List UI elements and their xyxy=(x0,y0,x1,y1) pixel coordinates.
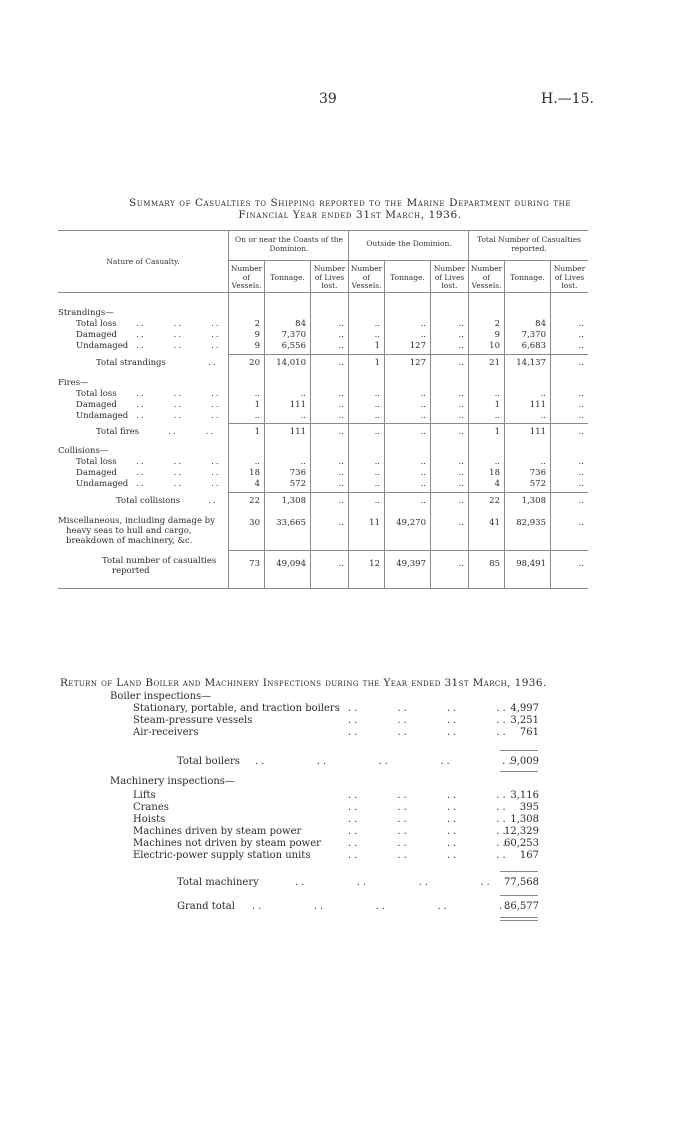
table-cell: .. xyxy=(458,358,464,368)
table-cell: .. xyxy=(578,319,584,329)
table-cell: .. xyxy=(374,427,380,437)
header-group-outside: Outside the Dominion. xyxy=(366,239,452,248)
table-cell: .. xyxy=(458,496,464,506)
boiler-item-label: Air-receivers xyxy=(133,727,199,738)
col-rule xyxy=(310,260,311,588)
machinery-item-label: Machines not driven by steam power xyxy=(133,838,321,849)
table-cell: 127 xyxy=(409,358,426,368)
machinery-item-value: 1,308 xyxy=(510,814,539,825)
table-cell: .. xyxy=(578,518,584,528)
header-bottom-rule xyxy=(58,292,588,293)
table-cell: .. xyxy=(374,468,380,478)
table-cell: .. xyxy=(578,479,584,489)
table-cell: 1 xyxy=(254,400,260,410)
table-cell: .. xyxy=(338,319,344,329)
table-cell: 736 xyxy=(289,468,306,478)
fires-heading: Fires— xyxy=(58,378,89,388)
collisions-undamaged: Undamaged xyxy=(76,479,129,489)
table-cell: .. xyxy=(338,518,344,528)
table-cell: .. xyxy=(254,411,260,421)
table-cell: 85 xyxy=(489,559,500,569)
table-cell: .. xyxy=(374,389,380,399)
table-cell: 6,556 xyxy=(281,341,306,351)
machinery-item-leader: .. .. .. .. xyxy=(348,838,509,849)
table-cell: .. xyxy=(578,457,584,467)
table-cell: .. xyxy=(420,319,426,329)
inspections-title: Return of Land Boiler and Machinery Inspections during the Year ended 31st March, 1936. xyxy=(60,677,547,689)
table-cell: .. xyxy=(494,389,500,399)
table-cell: .. xyxy=(420,496,426,506)
table-cell: .. xyxy=(338,411,344,421)
table-cell: .. xyxy=(338,389,344,399)
machinery-item-label: Machines driven by steam power xyxy=(133,826,302,837)
table-cell: 2 xyxy=(254,319,260,329)
casualties-title-line1: Summary of Casualties to Shipping reported to the Marine Department during the xyxy=(128,197,572,209)
table-cell: .. xyxy=(458,427,464,437)
table-cell: 9 xyxy=(494,330,500,340)
machinery-item-leader: .. .. .. .. xyxy=(348,790,509,801)
collisions-total-label: Total collisions xyxy=(116,496,181,506)
table-cell: .. xyxy=(254,457,260,467)
subtotal-rule xyxy=(228,550,588,551)
strandings-total-loss: Total loss xyxy=(76,319,117,329)
table-cell: .. xyxy=(578,341,584,351)
header-lives-total: Number of Lives lost. xyxy=(553,264,586,290)
table-cell: .. xyxy=(578,358,584,368)
table-cell: .. xyxy=(338,358,344,368)
table-cell: .. xyxy=(420,479,426,489)
table-cell: .. xyxy=(458,479,464,489)
table-cell: .. xyxy=(458,400,464,410)
casualties-table: Nature of Casualty. On or near the Coasts of the Dominion. Outside the Dominion. Total Number of Casualties reported. Number of Vessels. Tonnage. Number of Lives lost. Number of Vessels. Tonnage. Number of Lives lost. Number of Vessels. Tonnage. Number of Lives lost. Strandings— Total loss .. .. .. Damaged .. .. .. Undamaged .. .. .. Total strandings .. Fires— Total loss .. .. .. Damaged .. .. .. Undamaged .. .. .. Total fires .. .. Collisions— Total loss .. .. .. Damaged .. .. .. Undamaged .. .. .. Total collisions .. Miscellaneous, including damage by heavy seas to hull and cargo, breakdown of machinery, &c. Total number of casualties reported 2 84 .. .. .. .. 2 84 .. 9 7,370 .. .. .. .. 9 7,370 .. 9 6,556 .. 1 127 .. 10 6,683 .. 20 14,010 .. 1 127 .. 21 14,137 .. .. .. .. .. .. .. .. .. .. 1 111 .. .. .. .. 1 111 .. .. .. .. .. .. .. .. .. .. 1 111 .. .. .. .. 1 111 .. .. .. .. .. .. .. .. .. .. 18 736 .. .. .. .. 18 736 .. 4 572 .. .. .. .. 4 572 .. 22 1,308 .. .. .. .. 22 1,308 .. 30 33,665 .. 11 49,270 .. 41 82,935 .. 73 49,094 .. 12 49,397 .. 85 98,491 .. xyxy=(58,230,588,590)
machinery-item-value: 167 xyxy=(519,850,539,861)
table-cell: .. xyxy=(254,389,260,399)
table-cell: .. xyxy=(494,457,500,467)
table-cell: .. xyxy=(578,411,584,421)
table-cell: .. xyxy=(420,427,426,437)
table-cell: .. xyxy=(458,457,464,467)
header-group-total: Total Number of Casualties reported. xyxy=(476,235,582,253)
table-cell: 14,010 xyxy=(276,358,306,368)
fires-total-loss: Total loss xyxy=(76,389,117,399)
boiler-item-leader: .. .. .. .. xyxy=(348,727,509,738)
boiler-item-leader: .. .. .. .. xyxy=(348,703,509,714)
table-cell: .. xyxy=(578,496,584,506)
table-cell: 49,397 xyxy=(396,559,426,569)
table-bottom-rule xyxy=(58,588,588,589)
col-rule xyxy=(550,260,551,588)
table-cell: 10 xyxy=(489,341,500,351)
col-rule xyxy=(264,260,265,588)
table-cell: .. xyxy=(374,496,380,506)
table-cell: .. xyxy=(458,319,464,329)
machinery-item-label: Lifts xyxy=(133,790,156,801)
page-number: 39 xyxy=(319,91,337,107)
table-cell: 22 xyxy=(489,496,500,506)
table-cell: 7,370 xyxy=(521,330,546,340)
total-boilers-value: 9,009 xyxy=(510,756,539,767)
subtotal-rule xyxy=(228,492,588,493)
table-cell: .. xyxy=(578,389,584,399)
table-cell: .. xyxy=(338,400,344,410)
table-cell: .. xyxy=(338,468,344,478)
strandings-total-label: Total strandings xyxy=(96,358,166,368)
table-cell: .. xyxy=(374,400,380,410)
strandings-heading: Strandings— xyxy=(58,308,114,318)
table-cell: .. xyxy=(374,457,380,467)
fires-damaged: Damaged xyxy=(76,400,117,410)
table-cell: 12 xyxy=(369,559,380,569)
machinery-item-label: Electric-power supply station units xyxy=(133,850,311,861)
header-tonnage: Tonnage. xyxy=(270,273,305,282)
table-cell: .. xyxy=(458,559,464,569)
table-cell: 1 xyxy=(494,400,500,410)
col-rule xyxy=(430,260,431,588)
table-cell: 4 xyxy=(494,479,500,489)
boiler-item-value: 3,251 xyxy=(510,715,539,726)
table-cell: .. xyxy=(578,559,584,569)
col-rule xyxy=(504,260,505,588)
subtotal-rule xyxy=(228,423,588,424)
machinery-item-leader: .. .. .. .. xyxy=(348,802,509,813)
grand-total-label: Grand total xyxy=(177,901,235,912)
machinery-item-value: 60,253 xyxy=(504,838,539,849)
table-cell: 14,137 xyxy=(516,358,546,368)
table-cell: .. xyxy=(420,468,426,478)
table-cell: .. xyxy=(420,411,426,421)
table-cell: 18 xyxy=(249,468,260,478)
machinery-item-label: Cranes xyxy=(133,802,169,813)
machinery-heading: Machinery inspections— xyxy=(110,776,235,787)
table-cell: 9 xyxy=(254,330,260,340)
table-cell: .. xyxy=(420,389,426,399)
table-cell: .. xyxy=(458,468,464,478)
table-cell: 127 xyxy=(409,341,426,351)
table-cell: .. xyxy=(494,411,500,421)
table-cell: 736 xyxy=(529,468,546,478)
table-cell: .. xyxy=(540,411,546,421)
col-rule xyxy=(384,260,385,588)
table-cell: .. xyxy=(338,341,344,351)
table-cell: 1,308 xyxy=(281,496,306,506)
table-cell: 82,935 xyxy=(516,518,546,528)
machinery-item-label: Hoists xyxy=(133,814,166,825)
table-cell: 49,270 xyxy=(396,518,426,528)
table-cell: .. xyxy=(458,518,464,528)
table-cell: .. xyxy=(300,411,306,421)
table-cell: .. xyxy=(420,400,426,410)
collisions-heading: Collisions— xyxy=(58,446,109,456)
header-tonnage: Tonnage. xyxy=(390,273,425,282)
table-cell: .. xyxy=(374,411,380,421)
table-cell: 11 xyxy=(369,518,380,528)
table-cell: .. xyxy=(458,411,464,421)
machinery-item-value: 12,329 xyxy=(504,826,539,837)
table-cell: 111 xyxy=(289,400,306,410)
boiler-item-leader: .. .. .. .. xyxy=(348,715,509,726)
table-cell: 1 xyxy=(254,427,260,437)
table-cell: 21 xyxy=(489,358,500,368)
table-cell: .. xyxy=(420,330,426,340)
machinery-item-leader: .. .. .. .. xyxy=(348,814,509,825)
table-cell: .. xyxy=(338,559,344,569)
table-cell: .. xyxy=(458,330,464,340)
header-vessels: Number of Vessels. xyxy=(470,264,503,290)
table-cell: 84 xyxy=(295,319,306,329)
total-machinery-value: 77,568 xyxy=(504,877,539,888)
table-cell: 1 xyxy=(374,341,380,351)
table-cell: .. xyxy=(458,341,464,351)
boiler-item-value: 4,997 xyxy=(510,703,539,714)
group-header-rule xyxy=(228,260,588,261)
collisions-total-loss: Total loss xyxy=(76,457,117,467)
header-lives: Number of Lives lost. xyxy=(313,264,346,290)
table-cell: 20 xyxy=(249,358,260,368)
table-cell: .. xyxy=(578,400,584,410)
boiler-item-label: Steam-pressure vessels xyxy=(133,715,253,726)
page-reference: H.—15. xyxy=(541,91,594,107)
table-cell: 98,491 xyxy=(516,559,546,569)
table-cell: .. xyxy=(338,479,344,489)
table-cell: .. xyxy=(374,319,380,329)
boiler-heading: Boiler inspections— xyxy=(110,691,212,702)
grand-label-line2: reported xyxy=(112,566,150,576)
table-cell: .. xyxy=(374,479,380,489)
table-cell: 30 xyxy=(249,518,260,528)
table-cell: 111 xyxy=(529,400,546,410)
table-cell: 84 xyxy=(535,319,546,329)
header-vessels: Number of Vessels. xyxy=(350,264,383,290)
fires-total-label: Total fires xyxy=(96,427,140,437)
table-cell: .. xyxy=(338,330,344,340)
misc-label-line1: Miscellaneous, including damage by xyxy=(58,516,215,526)
table-cell: 111 xyxy=(289,427,306,437)
table-cell: 33,665 xyxy=(276,518,306,528)
table-cell: 4 xyxy=(254,479,260,489)
table-cell: .. xyxy=(540,457,546,467)
header-vessels: Number of Vessels. xyxy=(230,264,263,290)
table-cell: .. xyxy=(458,389,464,399)
table-cell: 49,094 xyxy=(276,559,306,569)
table-cell: 572 xyxy=(289,479,306,489)
boiler-item-value: 761 xyxy=(519,727,539,738)
table-cell: 18 xyxy=(489,468,500,478)
table-cell: .. xyxy=(338,496,344,506)
table-cell: .. xyxy=(300,457,306,467)
table-cell: .. xyxy=(338,457,344,467)
grand-total-value: 86,577 xyxy=(504,901,539,912)
table-cell: 7,370 xyxy=(281,330,306,340)
table-cell: 2 xyxy=(494,319,500,329)
table-cell: 1,308 xyxy=(521,496,546,506)
machinery-item-leader: .. .. .. .. xyxy=(348,826,509,837)
header-tonnage: Tonnage. xyxy=(510,273,545,282)
total-boilers-label: Total boilers xyxy=(177,756,240,767)
table-cell: 6,683 xyxy=(521,341,546,351)
table-cell: .. xyxy=(300,389,306,399)
collisions-damaged: Damaged xyxy=(76,468,117,478)
table-cell: 22 xyxy=(249,496,260,506)
table-cell: .. xyxy=(374,330,380,340)
machinery-item-value: 395 xyxy=(519,802,539,813)
grand-label-line1: Total number of casualties xyxy=(102,556,217,566)
table-cell: .. xyxy=(578,427,584,437)
table-top-rule xyxy=(58,230,588,231)
table-cell: 1 xyxy=(494,427,500,437)
table-cell: .. xyxy=(338,427,344,437)
table-cell: 572 xyxy=(529,479,546,489)
machinery-item-value: 3,116 xyxy=(510,790,539,801)
table-cell: 41 xyxy=(489,518,500,528)
casualties-title-line2: Financial Year ended 31st March, 1936. xyxy=(238,209,462,221)
strandings-damaged: Damaged xyxy=(76,330,117,340)
header-lives: Number of Lives lost. xyxy=(433,264,466,290)
misc-label-line2: heavy seas to hull and cargo, xyxy=(66,526,192,536)
misc-label-line3: breakdown of machinery, &c. xyxy=(66,536,193,546)
total-machinery-label: Total machinery xyxy=(177,877,259,888)
table-cell: 1 xyxy=(374,358,380,368)
machinery-item-leader: .. .. .. .. xyxy=(348,850,509,861)
header-group-dominion: On or near the Coasts of the Dominion. xyxy=(234,235,343,253)
table-cell: .. xyxy=(578,468,584,478)
subtotal-rule xyxy=(228,354,588,355)
table-cell: .. xyxy=(540,389,546,399)
table-cell: 9 xyxy=(254,341,260,351)
fires-undamaged: Undamaged xyxy=(76,411,129,421)
strandings-undamaged: Undamaged xyxy=(76,341,129,351)
table-cell: .. xyxy=(578,330,584,340)
header-nature: Nature of Casualty. xyxy=(106,257,180,266)
table-cell: 73 xyxy=(249,559,260,569)
table-cell: .. xyxy=(420,457,426,467)
boiler-item-label: Stationary, portable, and traction boilers xyxy=(133,703,340,714)
table-cell: 111 xyxy=(529,427,546,437)
